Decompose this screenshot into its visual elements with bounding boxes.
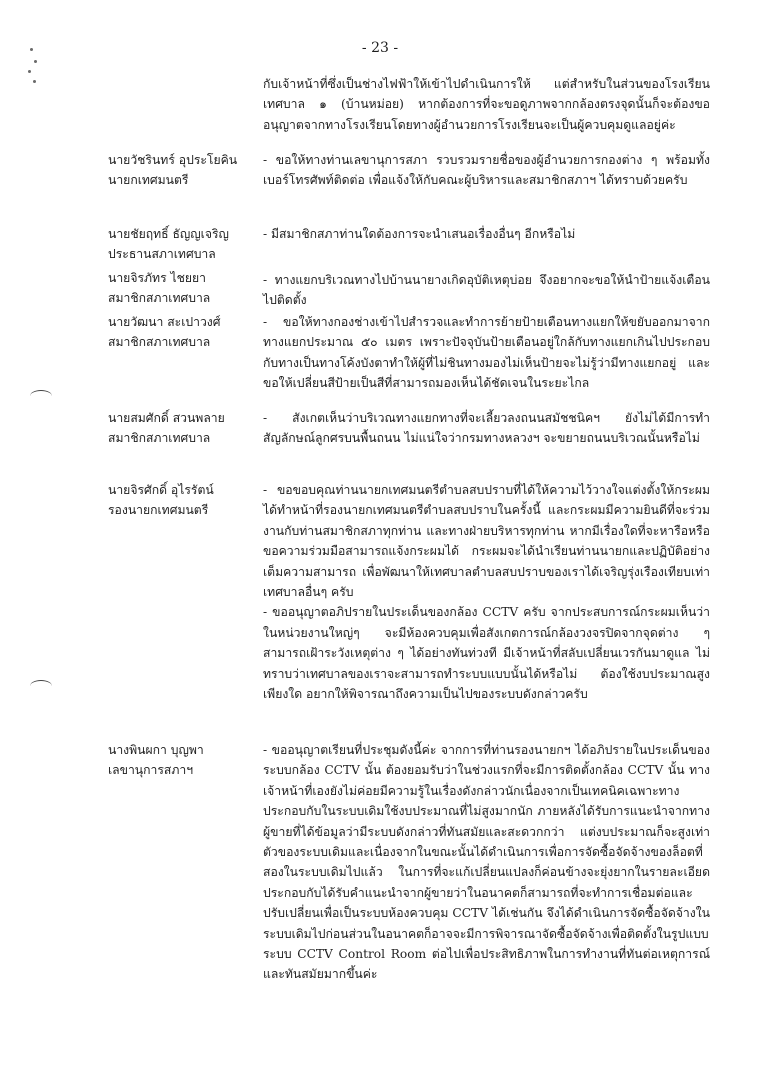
speaker-role: สมาชิกสภาเทศบาล xyxy=(108,335,211,350)
speaker-block xyxy=(108,268,258,309)
punch-hole-mark xyxy=(30,390,52,402)
speech-text: - มีสมาชิกสภาท่านใดต้องการจะนำเสนอเรื่องอื่นๆ อีกหรือไม่ xyxy=(263,227,576,241)
speaker-role: เลขานุการสภาฯ xyxy=(108,763,194,778)
speaker-block xyxy=(108,150,258,191)
speech-text: - ขออนุญาตเรียนที่ประชุมดังนี้ค่ะ จากการที่ท่านรองนายกฯ ได้อภิปรายในประเด็นของระบบกล้อง CCTV นั้น ต้องยอมรับว่าในช่วงแรกที่จะมีการติดตั้งกล้อง CCTV นั้น ทางเจ้าหน้าที่เองยังไม่ค่อยมีความรู้ในเรื่องดังกล่าวนักเนื่องจากเป็นเทคนิคเฉพาะทางประกอบกับในระบบเดิมใช้งบประมาณที่ไม่สูงมากนัก ภายหลังได้รับการแนะนำจากทางผู้ขายที่ได้ข้อมูลว่ามีระบบดังกล่าวที่ทันสมัยและสะดวกกว่า แต่งบประมาณก็จะสูงเท่าตัวของระบบเดิมและเนื่องจากในขณะนั้นได้ดำเนินการเพื่อการจัดซื้อจัดจ้างของล็อตที่สองในระบบเดิมไปแล้ว ในการที่จะแก้เปลี่ยนแปลงก็ค่อนข้างจะยุ่งยากในรายละเอียด ประกอบกับได้รับคำแนะนำจากผู้ขายว่าในอนาคตก็สามารถที่จะทำการเชื่อมต่อและปรับเปลี่ยนเพื่อเป็นระบบห้องควบคุม CCTV ได้เช่นกัน จึงได้ดำเนินการจัดซื้อจัดจ้างในระบบเดิมไปก่อนส่วนในอนาคตก็อาจจะมีการพิจารณาจัดซื้อจัดจ้างเพื่อติดตั้งในรูปแบบระบบ CCTV Control Room ต่อไปเพื่อประสิทธิภาพในการทำงานที่ทันต่อเหตุการณ์และทันสมัยมากขึ้นค่ะ xyxy=(263,743,710,982)
speaker-name: นายสมศักดิ์ สวนพลาย xyxy=(108,411,225,425)
speaker-name: นางพินผกา บุญพา xyxy=(108,743,204,757)
speaker-name: นายวัชรินทร์ อุประโยคิน xyxy=(108,153,238,167)
scan-speck xyxy=(28,70,31,73)
speech-text: - ขอขอบคุณท่านนายกเทศมนตรีตำบลสบปราบที่ได้ให้ความไว้วางใจแต่งตั้งให้กระผมได้ทำหน้าที่รองนายกเทศมนตรีตำบลสบปราบในครั้งนี้ และกระผมมีความยินดีที่จะร่วมงานกับท่านสมาชิกสภาทุกท่าน และทางฝ่ายบริหารทุกท่าน หากมีเรื่องใดที่จะหารือหรือขอความร่วมมือสามารถแจ้งกระผมได้ กระผมจะได้นำเรียนท่านนายกและปฏิบัติอย่างเต็มความสามารถ เพื่อพัฒนาให้เทศบาลตำบลสบปราบของเราได้เจริญรุ่งเรืองเทียบเท่าเทศบาลอื่นๆ ครับ - ขออนุญาตอภิปรายในประเด็นของกล้อง CCTV ครับ จากประสบการณ์กระผมเห็นว่าในหน่วยงานใหญ่ๆ จะมีห้องควบคุมเพื่อสังเกตการณ์กล้องวงจรปิดจากจุดต่าง ๆ สามารถเฝ้าระวังเหตุต่าง ๆ ได้อย่างทันท่วงที มีเจ้าหน้าที่สลับเปลี่ยนเวรกันมาดูแล ไม่ทราบว่าเทศบาลของเราจะสามารถทำระบบแบบนั้นได้หรือไม่ ต้องใช้งบประมาณสูงเพียงใด อยากให้พิจารณาถึงความเป็นไปของระบบดังกล่าวครับ xyxy=(263,483,710,702)
speech-text: - สังเกตเห็นว่าบริเวณทางแยกทางที่จะเลี้ยวลงถนนสมัชชนิคฯ ยังไม่ได้มีการทำสัญลักษณ์ลูกศรบนพื้นถนน ไม่แน่ใจว่ากรมทางหลวงฯ จะขยายถนนบริเวณนั้นหรือไม่ xyxy=(263,411,710,446)
speaker-role: รองนายกเทศมนตรี xyxy=(108,503,209,518)
scan-speck xyxy=(33,80,36,83)
punch-hole-mark xyxy=(30,680,52,692)
speech-text: - ทางแยกบริเวณทางไปบ้านนายางเกิดอุบัติเหตุบ่อย จึงอยากจะขอให้นำป้ายแจ้งเตือนไปติดตั้ง xyxy=(263,273,710,308)
page-number: - 23 - xyxy=(361,40,399,56)
speaker-role: สมาชิกสภาเทศบาล xyxy=(108,291,211,306)
speech-text: - ขอให้ทางท่านเลขานุการสภา รวบรวมรายชื่อของผู้อำนวยการกองต่าง ๆ พร้อมทั้งเบอร์โทรศัพท์ติดต่อ เพื่อแจ้งให้กับคณะผู้บริหารและสมาชิกสภาฯ ได้ทราบด้วยครับ xyxy=(263,153,710,188)
speaker-block xyxy=(108,408,258,449)
scan-speck xyxy=(30,48,33,51)
speaker-role: สมาชิกสภาเทศบาล xyxy=(108,431,211,446)
speaker-name: นายจิรภัทร ไชยยา xyxy=(108,271,207,285)
speaker-block xyxy=(108,224,258,265)
speaker-block xyxy=(108,312,258,353)
speaker-block xyxy=(108,480,258,521)
speaker-block xyxy=(108,740,258,781)
speaker-name: นายจิรศักดิ์ อุไรรัตน์ xyxy=(108,483,214,497)
intro-paragraph: กับเจ้าหน้าที่ซึ่งเป็นช่างไฟฟ้าให้เข้าไปดำเนินการให้ แต่สำหรับในส่วนของโรงเรียนเทศบาล ๑ (บ้านหม่อย) หากต้องการที่จะขอดูภาพจากกล้องตรงจุดนั้นก็จะต้องขออนุญาตจากทางโรงเรียนโดยทางผู้อำนวยการโรงเรียนจะเป็นผู้ควบคุมดูแลอยู่ค่ะ xyxy=(263,77,710,132)
speaker-name: นายชัยฤทธิ์ ธัญญเจริญ xyxy=(108,227,229,241)
speaker-role: ประธานสภาเทศบาล xyxy=(108,247,216,262)
speaker-role: นายกเทศมนตรี xyxy=(108,173,189,188)
scan-speck xyxy=(34,60,37,63)
speech-text: - ขอให้ทางกองช่างเข้าไปสำรวจและทำการย้ายป้ายเตือนทางแยกให้ขยับออกมาจากทางแยกประมาณ ๕๐ เมตร เพราะปัจจุบันป้ายเตือนอยู่ใกล้กับทางแยกเกินไปประกอบกับทางเป็นทางโค้งบังตาทำให้ผู้ที่ไม่ชินทางมองไม่เห็นป้ายจะไม่รู้ว่ามีทางแยกอยู่ และขอให้เปลี่ยนสีป้ายเป็นสีที่สามารถมองเห็นได้ชัดเจนในระยะไกล xyxy=(263,315,710,391)
speaker-name: นายวัฒนา สะเปาวงศ์ xyxy=(108,315,221,329)
